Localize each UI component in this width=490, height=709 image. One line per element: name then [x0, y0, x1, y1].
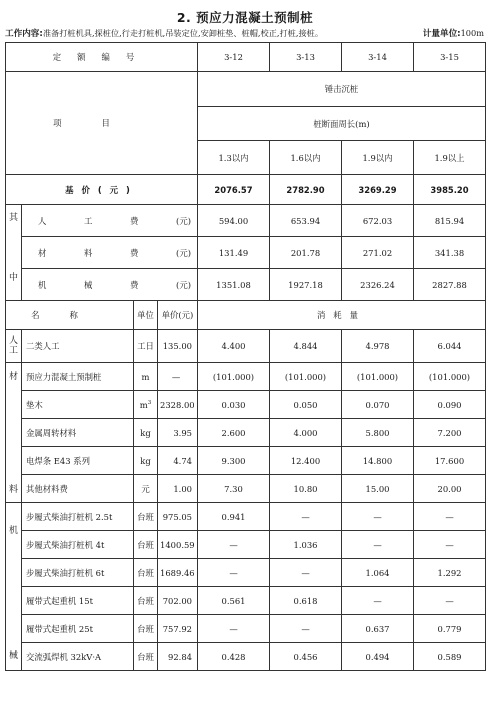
- breakdown-value: 1927.18: [270, 269, 342, 301]
- usage-value: 0.428: [198, 643, 270, 671]
- category-machine: [6, 503, 22, 671]
- usage-value: 6.044: [414, 330, 486, 363]
- work-content-text: 准备打桩机具,探桩位,行走打桩机,吊装定位,安卸桩垫、桩帽,校正,打桩,接桩。: [42, 28, 324, 38]
- usage-value: 9.300: [198, 447, 270, 475]
- usage-value: —: [414, 503, 486, 531]
- usage-value: 0.090: [414, 391, 486, 419]
- quota-code-cell: 3-12: [198, 43, 270, 72]
- quota-code-cell: 3-13: [270, 43, 342, 72]
- breakdown-value: 271.02: [342, 237, 414, 269]
- usage-value: 14.800: [342, 447, 414, 475]
- base-price-label: 基价(元): [6, 175, 198, 205]
- resource-price: 2328.00: [158, 391, 198, 419]
- resource-unit: 台班: [134, 503, 158, 531]
- work-content-label: 工作内容:: [5, 29, 43, 39]
- usage-value: 7.200: [414, 419, 486, 447]
- measure-unit: [423, 27, 484, 39]
- usage-value: 0.589: [414, 643, 486, 671]
- resource-name: 预应力混凝土预制桩: [22, 363, 134, 391]
- measure-unit-label: 计量单位:: [422, 29, 461, 39]
- consumption-name-header: 名称: [6, 301, 134, 330]
- resource-unit: 台班: [134, 587, 158, 615]
- usage-value: —: [270, 615, 342, 643]
- usage-value: —: [414, 587, 486, 615]
- usage-value: 4.000: [270, 419, 342, 447]
- breakdown-value: 2827.88: [414, 269, 486, 301]
- breakdown-side-bottom: 中: [8, 273, 18, 283]
- resource-price: 757.92: [158, 615, 198, 643]
- resource-unit: 工日: [134, 330, 158, 363]
- measure-unit-value: 100m: [460, 28, 484, 38]
- base-price-value: 3985.20: [414, 175, 486, 205]
- resource-name: 金属周转材料: [22, 419, 134, 447]
- page-title: 2. 预应力混凝土预制桩: [176, 10, 314, 25]
- resource-price: 975.05: [158, 503, 198, 531]
- resource-unit: kg: [134, 419, 158, 447]
- breakdown-value: 653.94: [270, 205, 342, 237]
- usage-value: 1.292: [414, 559, 486, 587]
- resource-name: 步履式柴油打桩机 2.5t: [22, 503, 134, 531]
- usage-value: 0.494: [342, 643, 414, 671]
- range-cell: 1.9以上: [414, 141, 486, 175]
- usage-value: 0.070: [342, 391, 414, 419]
- usage-value: 10.80: [270, 475, 342, 503]
- usage-value: —: [198, 615, 270, 643]
- range-cell: 1.6以内: [270, 141, 342, 175]
- resource-unit: 台班: [134, 559, 158, 587]
- resource-name: 步履式柴油打桩机 6t: [22, 559, 134, 587]
- usage-value: 0.030: [198, 391, 270, 419]
- quota-code-cell: 3-14: [342, 43, 414, 72]
- usage-value: 0.561: [198, 587, 270, 615]
- usage-value: 0.637: [342, 615, 414, 643]
- breakdown-label-machine: 机 械 费 (元): [22, 269, 198, 301]
- resource-unit: m: [134, 363, 158, 391]
- category-machine-top: 机: [8, 526, 18, 536]
- resource-name: 垫木: [22, 391, 134, 419]
- resource-name: 步履式柴油打桩机 4t: [22, 531, 134, 559]
- usage-value: —: [342, 587, 414, 615]
- resource-price: 1.00: [158, 475, 198, 503]
- consumption-usage-header: 消耗量: [198, 301, 486, 330]
- breakdown-value: 594.00: [198, 205, 270, 237]
- breakdown-value: 201.78: [270, 237, 342, 269]
- resource-price: 1689.46: [158, 559, 198, 587]
- breakdown-value: 341.38: [414, 237, 486, 269]
- resource-name: 履带式起重机 25t: [22, 615, 134, 643]
- resource-unit: 台班: [134, 615, 158, 643]
- usage-value: —: [342, 531, 414, 559]
- usage-value: 17.600: [414, 447, 486, 475]
- resource-name: 履带式起重机 15t: [22, 587, 134, 615]
- usage-value: 4.400: [198, 330, 270, 363]
- usage-value: 12.400: [270, 447, 342, 475]
- resource-price: 135.00: [158, 330, 198, 363]
- method-label: 锤击沉桩: [198, 72, 486, 107]
- usage-value: 20.00: [414, 475, 486, 503]
- breakdown-value: 815.94: [414, 205, 486, 237]
- breakdown-label-labor: 人 工 费 (元): [22, 205, 198, 237]
- quota-table: [5, 42, 486, 671]
- usage-value: 0.456: [270, 643, 342, 671]
- resource-price: 4.74: [158, 447, 198, 475]
- usage-value: 0.618: [270, 587, 342, 615]
- resource-unit: 台班: [134, 643, 158, 671]
- breakdown-value: 1351.08: [198, 269, 270, 301]
- breakdown-value: 672.03: [342, 205, 414, 237]
- base-price-value: 3269.29: [342, 175, 414, 205]
- perimeter-label: 桩断面周长(m): [198, 107, 486, 141]
- usage-value: —: [414, 531, 486, 559]
- base-price-value: 2076.57: [198, 175, 270, 205]
- range-cell: 1.3以内: [198, 141, 270, 175]
- usage-value: —: [270, 503, 342, 531]
- usage-value: (101.000): [342, 363, 414, 391]
- breakdown-side-top: 其: [8, 213, 18, 223]
- resource-unit: kg: [134, 447, 158, 475]
- usage-value: (101.000): [414, 363, 486, 391]
- category-material: [6, 363, 22, 503]
- resource-unit: 台班: [134, 531, 158, 559]
- base-price-value: 2782.90: [270, 175, 342, 205]
- usage-value: —: [198, 559, 270, 587]
- resource-price: 92.84: [158, 643, 198, 671]
- breakdown-value: 2326.24: [342, 269, 414, 301]
- usage-value: —: [342, 503, 414, 531]
- consumption-price-header: 单价(元): [158, 301, 198, 330]
- resource-price: —: [158, 363, 198, 391]
- usage-value: 7.30: [198, 475, 270, 503]
- quota-code-cell: 3-15: [414, 43, 486, 72]
- work-content: [5, 27, 485, 39]
- usage-value: —: [198, 531, 270, 559]
- usage-value: 2.600: [198, 419, 270, 447]
- usage-value: 4.978: [342, 330, 414, 363]
- usage-value: 0.050: [270, 391, 342, 419]
- usage-value: 1.036: [270, 531, 342, 559]
- range-cell: 1.9以内: [342, 141, 414, 175]
- usage-value: 0.779: [414, 615, 486, 643]
- resource-price: 1400.59: [158, 531, 198, 559]
- resource-unit: 元: [134, 475, 158, 503]
- breakdown-side-label: [6, 205, 22, 301]
- quota-code-label: 定额编号: [6, 43, 198, 72]
- usage-value: 15.00: [342, 475, 414, 503]
- category-machine-bottom: 械: [8, 651, 18, 661]
- resource-price: 3.95: [158, 419, 198, 447]
- breakdown-label-material: 材 料 费 (元): [22, 237, 198, 269]
- resource-name: 其他材料费: [22, 475, 134, 503]
- item-label: 项目: [6, 72, 198, 175]
- resource-name: 交流弧焊机 32kV·A: [22, 643, 134, 671]
- usage-value: 0.941: [198, 503, 270, 531]
- category-material-bottom: 料: [8, 485, 18, 495]
- resource-unit: $m^3$: [134, 391, 158, 419]
- resource-name: 电焊条 E43 系列: [22, 447, 134, 475]
- usage-value: —: [270, 559, 342, 587]
- resource-price: 702.00: [158, 587, 198, 615]
- consumption-unit-header: 单位: [134, 301, 158, 330]
- category-material-top: 材: [8, 372, 18, 382]
- breakdown-value: 131.49: [198, 237, 270, 269]
- resource-name: 二类人工: [22, 330, 134, 363]
- usage-value: (101.000): [198, 363, 270, 391]
- usage-value: 1.064: [342, 559, 414, 587]
- category-labor: 人工: [6, 330, 22, 363]
- usage-value: 5.800: [342, 419, 414, 447]
- usage-value: 4.844: [270, 330, 342, 363]
- usage-value: (101.000): [270, 363, 342, 391]
